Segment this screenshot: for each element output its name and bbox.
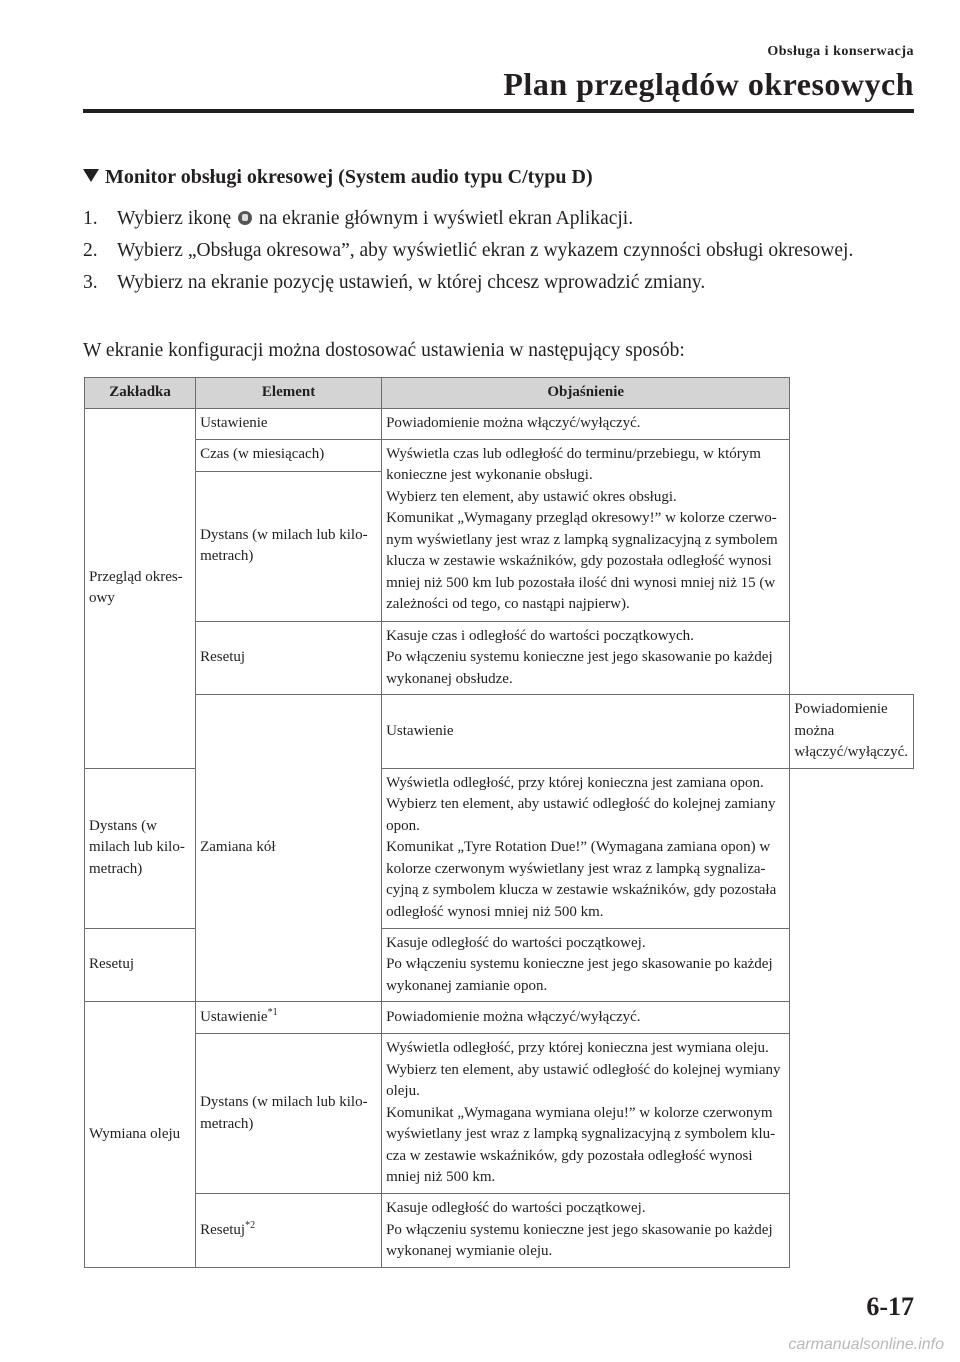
- steps-list: [83, 206, 913, 302]
- page-title: Plan przeglądów okresowych: [503, 66, 914, 102]
- description-cell: [382, 1034, 790, 1194]
- column-header-element: Element: [196, 378, 382, 409]
- element-cell: Dystans (w milach lub kilo-metrach): [85, 768, 196, 928]
- element-cell: Czas (w miesiącach): [196, 439, 382, 471]
- description-cell: Powiadomienie można włączyć/wyłączyć.: [382, 409, 790, 440]
- step-number: 3.: [83, 272, 98, 293]
- tab-cell: Wymiana oleju: [85, 1002, 196, 1268]
- description-cell: [382, 1194, 790, 1268]
- step-number: 1.: [83, 208, 98, 229]
- table-row: [85, 439, 914, 471]
- tab-cell: Przegląd okres-owy: [85, 409, 196, 769]
- triangle-bullet-icon: [83, 169, 99, 182]
- description-cell: [382, 439, 790, 621]
- step-text: na ekranie głównym i wyświetl ekran Aplikacji.: [258, 208, 634, 229]
- footnote-marker: *2: [245, 1219, 256, 1231]
- description-cell: [382, 768, 790, 928]
- section-heading: [83, 166, 593, 189]
- element-text: Ustawienie: [200, 1008, 268, 1025]
- tab-cell: Zamiana kół: [196, 695, 382, 1002]
- step-item: [83, 238, 913, 264]
- element-cell: Dystans (w milach lub kilo-metrach): [196, 471, 382, 621]
- description-cell: Powiadomienie można włączyć/wyłączyć.: [790, 695, 914, 769]
- description-text: Wyświetla odległość, przy której konieczna jest zamiana opon. Wybierz ten element, aby ustawić odległość do kolejnej zamiany opon. Komunikat „Tyre Rotation Due!” (Wymagana zamiana opon) w kolorze czerwonym wyświetlany jest wraz z lampką sygnaliza-cyjną z symbolem klucza w zestawie wskaźników, gdy pozostała odległość wynosi mniej niż 500 km.: [386, 774, 777, 920]
- table-row: [85, 1002, 914, 1034]
- description-cell: [382, 928, 790, 1002]
- applications-icon: [238, 211, 252, 225]
- footnote-marker: *1: [267, 1006, 278, 1018]
- element-cell: Resetuj: [85, 928, 196, 1002]
- table-row: [85, 1034, 914, 1194]
- column-header-description: Objaśnienie: [382, 378, 790, 409]
- description-cell: [382, 621, 790, 695]
- element-cell: Ustawienie: [196, 409, 382, 440]
- column-header-tab: Zakładka: [85, 378, 196, 409]
- settings-table: [84, 377, 914, 1268]
- description-text: Wyświetla odległość, przy której konieczna jest wymiana oleju. Wybierz ten element, aby ustawić odległość do kolejnej wymiany oleju. Komunikat „Wymagana wymiana oleju!” w kolorze czerwonym wyświetlany jest wraz z lampką sygnalizacyjną z symbolem klu-cza w zestawie wskaźników, gdy pozostała odległość wynosi mniej niż 500 km.: [386, 1040, 781, 1186]
- step-number: 2.: [83, 240, 98, 261]
- watermark: carmanualsonline.info: [788, 1336, 944, 1353]
- table-row: [85, 409, 914, 440]
- element-cell: [196, 1194, 382, 1268]
- table-row: [85, 621, 914, 695]
- table-header-row: [85, 378, 914, 409]
- element-cell: Dystans (w milach lub kilo-metrach): [196, 1034, 382, 1194]
- table-row: [85, 1194, 914, 1268]
- step-text: Wybierz na ekranie pozycję ustawień, w której chcesz wprowadzić zmiany.: [117, 272, 706, 293]
- element-text: Resetuj: [200, 1221, 246, 1238]
- element-cell: Ustawienie: [382, 695, 790, 769]
- header-divider: [83, 109, 914, 113]
- header-section-label: Obsługa i konserwacja: [767, 44, 914, 59]
- element-cell: [196, 1002, 382, 1034]
- description-text: Wyświetla czas lub odległość do terminu/przebiegu, w którym konieczne jest wykonanie obsługi. Wybierz ten element, aby ustawić okres obsługi. Komunikat „Wymagany przegląd okresowy!” w kolorze czerwo-nym wyświetlany jest wraz z lampką sygnalizacyjną z symbolem klucza w zestawie wskaźników, gdy pozostała odległość wynosi mniej niż 500 km lub pozostała ilość dni wynosi mniej niż 15 (w zależności od tego, co nastąpi najpierw).: [386, 445, 778, 612]
- description-text: Kasuje odległość do wartości początkowej. Po włączeniu systemu konieczne jest jego skasowanie po każdej wykonanej zamianie opon.: [386, 934, 773, 994]
- table-row: [85, 695, 914, 769]
- step-item: [83, 270, 913, 296]
- step-text: Wybierz „Obsługa okresowa”, aby wyświetlić ekran z wykazem czynności obsługi okresowej.: [117, 240, 854, 261]
- step-item: [83, 206, 913, 232]
- element-cell: Resetuj: [196, 621, 382, 695]
- intro-paragraph: W ekranie konfiguracji można dostosować ustawienia w następujący sposób:: [83, 340, 685, 361]
- description-text: Kasuje odległość do wartości początkowej. Po włączeniu systemu konieczne jest jego skasowanie po każdej wykonanej wymianie oleju.: [386, 1200, 773, 1259]
- page-number: 6-17: [866, 1292, 914, 1321]
- description-cell: Powiadomienie można włączyć/wyłączyć.: [382, 1002, 790, 1034]
- step-text: Wybierz ikonę: [117, 208, 232, 229]
- description-text: Kasuje czas i odległość do wartości początkowych. Po włączeniu systemu konieczne jest jego skasowanie po każdej wykonanej obsłudze.: [386, 627, 773, 687]
- section-heading-text: Monitor obsługi okresowej (System audio typu C/typu D): [105, 166, 593, 188]
